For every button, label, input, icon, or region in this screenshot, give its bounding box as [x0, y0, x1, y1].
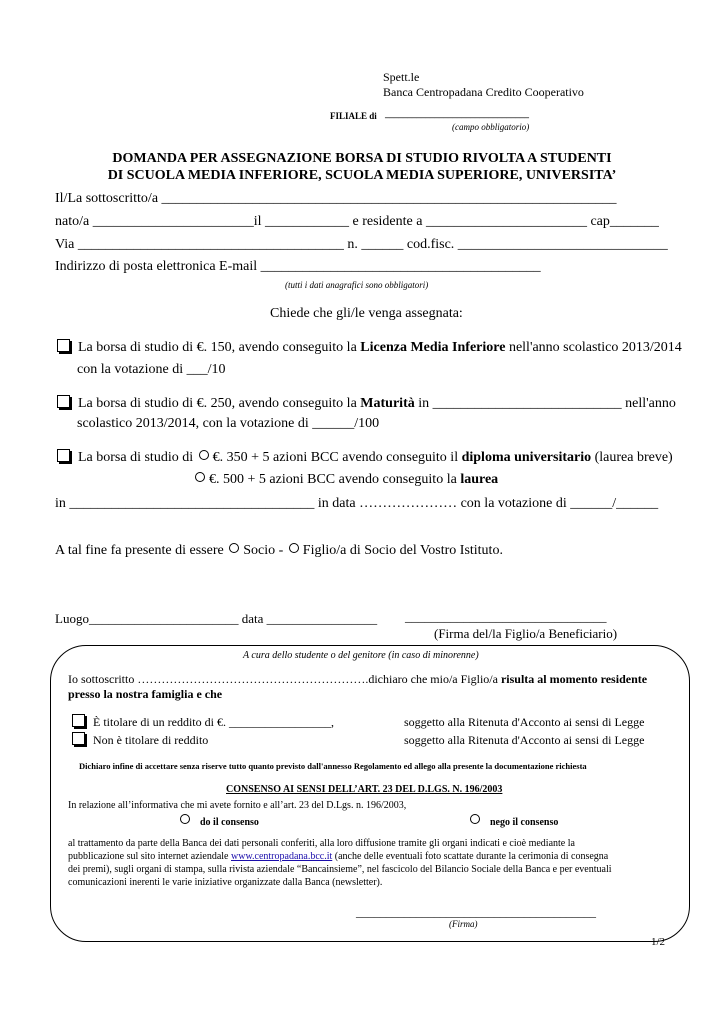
document-title-line1: DOMANDA PER ASSEGNAZIONE BORSA DI STUDIO RIVOLTA A STUDENTI [112, 151, 612, 166]
checkbox-icon[interactable] [57, 449, 70, 462]
option-licenza-votazione[interactable]: con la votazione di ___/10 [77, 362, 226, 377]
signature-line[interactable]: _______________________________ [405, 609, 607, 624]
addressee-label: Spett.le [383, 70, 420, 84]
privacy-paragraph-line2: pubblicazione sul sito internet aziendale www.centropadana.bcc.it (anche delle eventuali foto scattate durante la cerimonia di consegna [68, 851, 609, 862]
option-laurea: €. 500 + 5 azioni BCC avendo conseguito la laurea [193, 472, 498, 488]
website-link[interactable]: www.centropadana.bcc.it [231, 851, 333, 862]
privacy-paragraph-line3: dei premi), sugli organi di stampa, sulla rivista aziendale “Bancainsieme”, nel fascicolo del Bilancio Sociale della Banca e per eventuali [68, 864, 612, 875]
privacy-paragraph-line1: al trattamento da parte della Banca dei dati personali conferiti, alla loro diffusione tramite gli organi indicati e cioè mediante la [68, 838, 575, 849]
request-heading: Chiede che gli/le venga assegnata: [270, 306, 463, 321]
box-header: A cura dello studente o del genitore (in caso di minorenne) [243, 650, 479, 661]
laurea-details-field[interactable]: in ___________________________________ in data ………………… con la votazione di ______/______ [55, 496, 659, 511]
filiale-note: (campo obbligatorio) [452, 122, 530, 132]
filiale-field[interactable]: ________________________________ [385, 109, 529, 119]
radio-circle-icon[interactable] [195, 472, 205, 482]
option-licenza-media: La borsa di studio di €. 150, avendo conseguito la Licenza Media Inferiore nell'anno scolastico 2013/2014 [57, 339, 682, 356]
signature-caption: (Firma del/la Figlio/a Beneficiario) [434, 626, 618, 641]
do-consenso-option: do il consenso [178, 814, 259, 828]
filiale-label: FILIALE di [330, 111, 377, 121]
personal-note: (tutti i dati anagrafici sono obbligatori) [285, 280, 429, 290]
box-signature-line[interactable]: ________________________________________ [356, 905, 596, 919]
no-reddito-option: Non è titolare di reddito [72, 732, 208, 748]
document-title-line2: DI SCUOLA MEDIA INFERIORE, SCUOLA MEDIA SUPERIORE, UNIVERSITA’ [107, 168, 617, 183]
email-field[interactable]: Indirizzo di posta elettronica E-mail ________________________________________ [55, 259, 541, 274]
socio-statement: A tal fine fa presente di essere Socio - Figlio/a di Socio del Vostro Istituto. [55, 543, 503, 558]
option-universita: La borsa di studio di €. 350 + 5 azioni BCC avendo conseguito il diploma universitario (laurea breve) [57, 449, 673, 466]
checkbox-icon[interactable] [57, 395, 70, 408]
radio-circle-icon[interactable] [199, 450, 209, 460]
consenso-heading: CONSENSO AI SENSI DELL’ART. 23 DEL D.LGS. N. 196/2003 [226, 784, 503, 795]
via-codfisc-field[interactable]: Via ______________________________________ n. ______ cod.fisc. ______________________________ [55, 237, 668, 252]
radio-circle-icon[interactable] [289, 543, 299, 553]
checkbox-icon[interactable] [72, 732, 85, 745]
acceptance-statement: Dichiaro infine di accettare senza riserve tutto quanto previsto dall'annesso Regolamento ed allego alla presente la documentazione richiesta [79, 761, 587, 771]
radio-circle-icon[interactable] [180, 814, 190, 824]
page-number: 1/2 [651, 936, 666, 948]
checkbox-icon[interactable] [57, 339, 70, 352]
luogo-data-field[interactable]: Luogo_______________________ data _________________ [55, 611, 378, 626]
informativa-text: In relazione all’informativa che mi avete fornito e all’art. 23 del D.Lgs. n. 196/2003, [68, 800, 407, 811]
reddito-option-note: soggetto alla Ritenuta d'Acconto ai sensi di Legge [404, 715, 645, 729]
no-reddito-option-note: soggetto alla Ritenuta d'Acconto ai sensi di Legge [404, 733, 645, 747]
declaration-text-line2: presso la nostra famiglia e che [68, 687, 223, 701]
box-signature-caption: (Firma) [449, 919, 478, 929]
reddito-option: È titolare di un reddito di €. _________________, [72, 714, 334, 730]
nato-residente-field[interactable]: nato/a _______________________il ____________ e residente a _______________________ cap_______ [55, 214, 659, 229]
nego-consenso-option: nego il consenso [468, 814, 558, 828]
option-maturita-votazione[interactable]: scolastico 2013/2014, con la votazione di ______/100 [77, 416, 380, 431]
bank-name: Banca Centropadana Credito Cooperativo [383, 85, 584, 99]
privacy-paragraph-line4: comunicazioni inerenti le varie iniziative organizzate dalla Banca (newsletter). [68, 877, 383, 888]
option-maturita: La borsa di studio di €. 250, avendo conseguito la Maturità in ___________________________ nell'anno [57, 395, 676, 412]
checkbox-icon[interactable] [72, 714, 85, 727]
declaration-text: Io sottoscritto ………………………………………………….dichiaro che mio/a Figlio/a risulta al momento residente [68, 672, 648, 686]
radio-circle-icon[interactable] [470, 814, 480, 824]
sottoscritto-field[interactable]: Il/La sottoscritto/a _________________________________________________________________ [55, 191, 617, 206]
radio-circle-icon[interactable] [229, 543, 239, 553]
